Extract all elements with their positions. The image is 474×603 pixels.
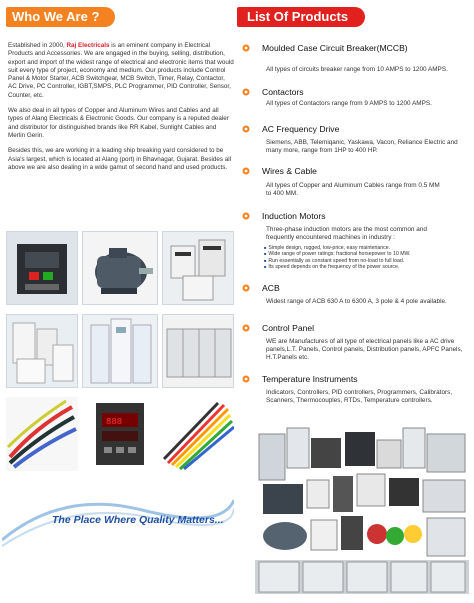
product-title: AC Frequency Drive	[262, 124, 340, 134]
gear-bullet-icon	[242, 375, 250, 383]
product-title: Wires & Cable	[262, 166, 317, 176]
svg-text:888: 888	[106, 417, 123, 427]
product-desc: Siemens, ABB, Telemiqanic, Yaskawa, Vacon, Reliance Electric and many more, range from 1HP to 400 HP.	[266, 139, 458, 155]
about-paragraph-3: Besides this, we are working in a leading ship breaking yard considered to be Asia's largest, which is located at Alang (port) in Bhavnagar, Gujarat. Besides all above we are also dealing in a wide gamut of second hand and used products.	[8, 147, 232, 171]
product-title: Control Panel	[262, 323, 315, 333]
about-intro: Established in 2000,	[8, 42, 67, 49]
product-desc: All types of Copper and Aluminum Cables range from 0.5 MM to 400 MM.	[266, 182, 440, 198]
photo-panels-tall	[82, 314, 158, 388]
product-desc: Indicators, Controllers, PID controllers, Programmers, Calibrators, Scanners, Thermocouples, RTDs, Temperature controllers.	[266, 389, 453, 405]
photo-acb-breaker	[6, 231, 78, 305]
gear-bullet-icon	[242, 44, 250, 52]
product-collage-image	[255, 424, 469, 594]
photo-cables	[6, 397, 78, 471]
gear-bullet-icon	[242, 125, 250, 133]
gear-bullet-icon	[242, 167, 250, 175]
photo-temperature-controller	[82, 397, 158, 471]
photo-contactors	[162, 231, 234, 305]
product-title: ACB	[262, 283, 280, 293]
product-title: Moulded Case Circuit Breaker(MCCB)	[262, 43, 408, 53]
gear-bullet-icon	[242, 284, 250, 292]
list-item: ■ Wide range of power ratings: fractional horsepower to 10 MW.	[264, 251, 411, 257]
product-title: Temperature Instruments	[262, 374, 358, 384]
photo-colored-wires	[162, 397, 234, 471]
motor-features-list	[264, 245, 411, 271]
gear-bullet-icon	[242, 212, 250, 220]
list-item: ■ Its speed depends on the frequency of the power source.	[264, 264, 411, 270]
product-title: Contactors	[262, 87, 304, 97]
product-desc: Widest range of ACB 630 A to 6300 A, 3 pole & 4 pole available.	[266, 298, 447, 305]
photo-control-panel-row	[162, 314, 234, 388]
company-name: Raj Electricals	[66, 42, 110, 49]
photo-panels-small	[6, 314, 78, 388]
product-title: Induction Motors	[262, 211, 326, 221]
gear-bullet-icon	[242, 88, 250, 96]
tagline: The Place Where Quality Matters...	[52, 514, 224, 526]
list-item: ■ Simple design, rugged, low-price, easy maintenance.	[264, 245, 411, 251]
list-item: ■ Run essentially as constant speed from no-load to full load.	[264, 258, 411, 264]
gear-bullet-icon	[242, 324, 250, 332]
about-paragraph-1	[8, 42, 234, 100]
photo-induction-motor	[82, 231, 158, 305]
about-paragraph-2: We also deal in all types of Copper and Aluminum Wires and Cables and all types of Alang Electricals & Electronic Goods. Our company is a reputed dealer and distributor for distinguished brands like RR Kabel, Sunlight Cables and Merlin Gerin.	[8, 107, 229, 139]
product-desc: WE are Manufactures of all type of electrical panels like a AC drive panels,L.T. Panels, Control panels, Distribution panels, APFC Panels, H.T.Panels etc.	[266, 338, 463, 362]
product-desc: All types of Contactors range from 9 AMPS to 1200 AMPS.	[266, 100, 432, 107]
who-we-are-heading: Who We Are ?	[6, 7, 115, 27]
about-products: is an eminent company in Electrical Products and Accessories. We are engaged in the buying, selling, distribution, export and import of the widest range of electrical and electronic items that would suit every type of project, economy and medium. Our products include Control Panel & Motor Starter, ACB Switchgear, MCB Switch, Timer, Relay, Contactor, AC Drive, PC Controller, IGBT,SMPS, PLC Programmer, PID Controller, Sensor, Counter, etc.	[8, 42, 234, 99]
about-text	[8, 42, 234, 179]
product-desc: All types of circuits breaker range from 10 AMPS to 1200 AMPS.	[266, 66, 448, 73]
list-of-products-heading: List Of Products	[237, 7, 365, 27]
product-desc: Three-phase induction motors are the most common and frequently encountered machines in industry :	[266, 226, 427, 242]
